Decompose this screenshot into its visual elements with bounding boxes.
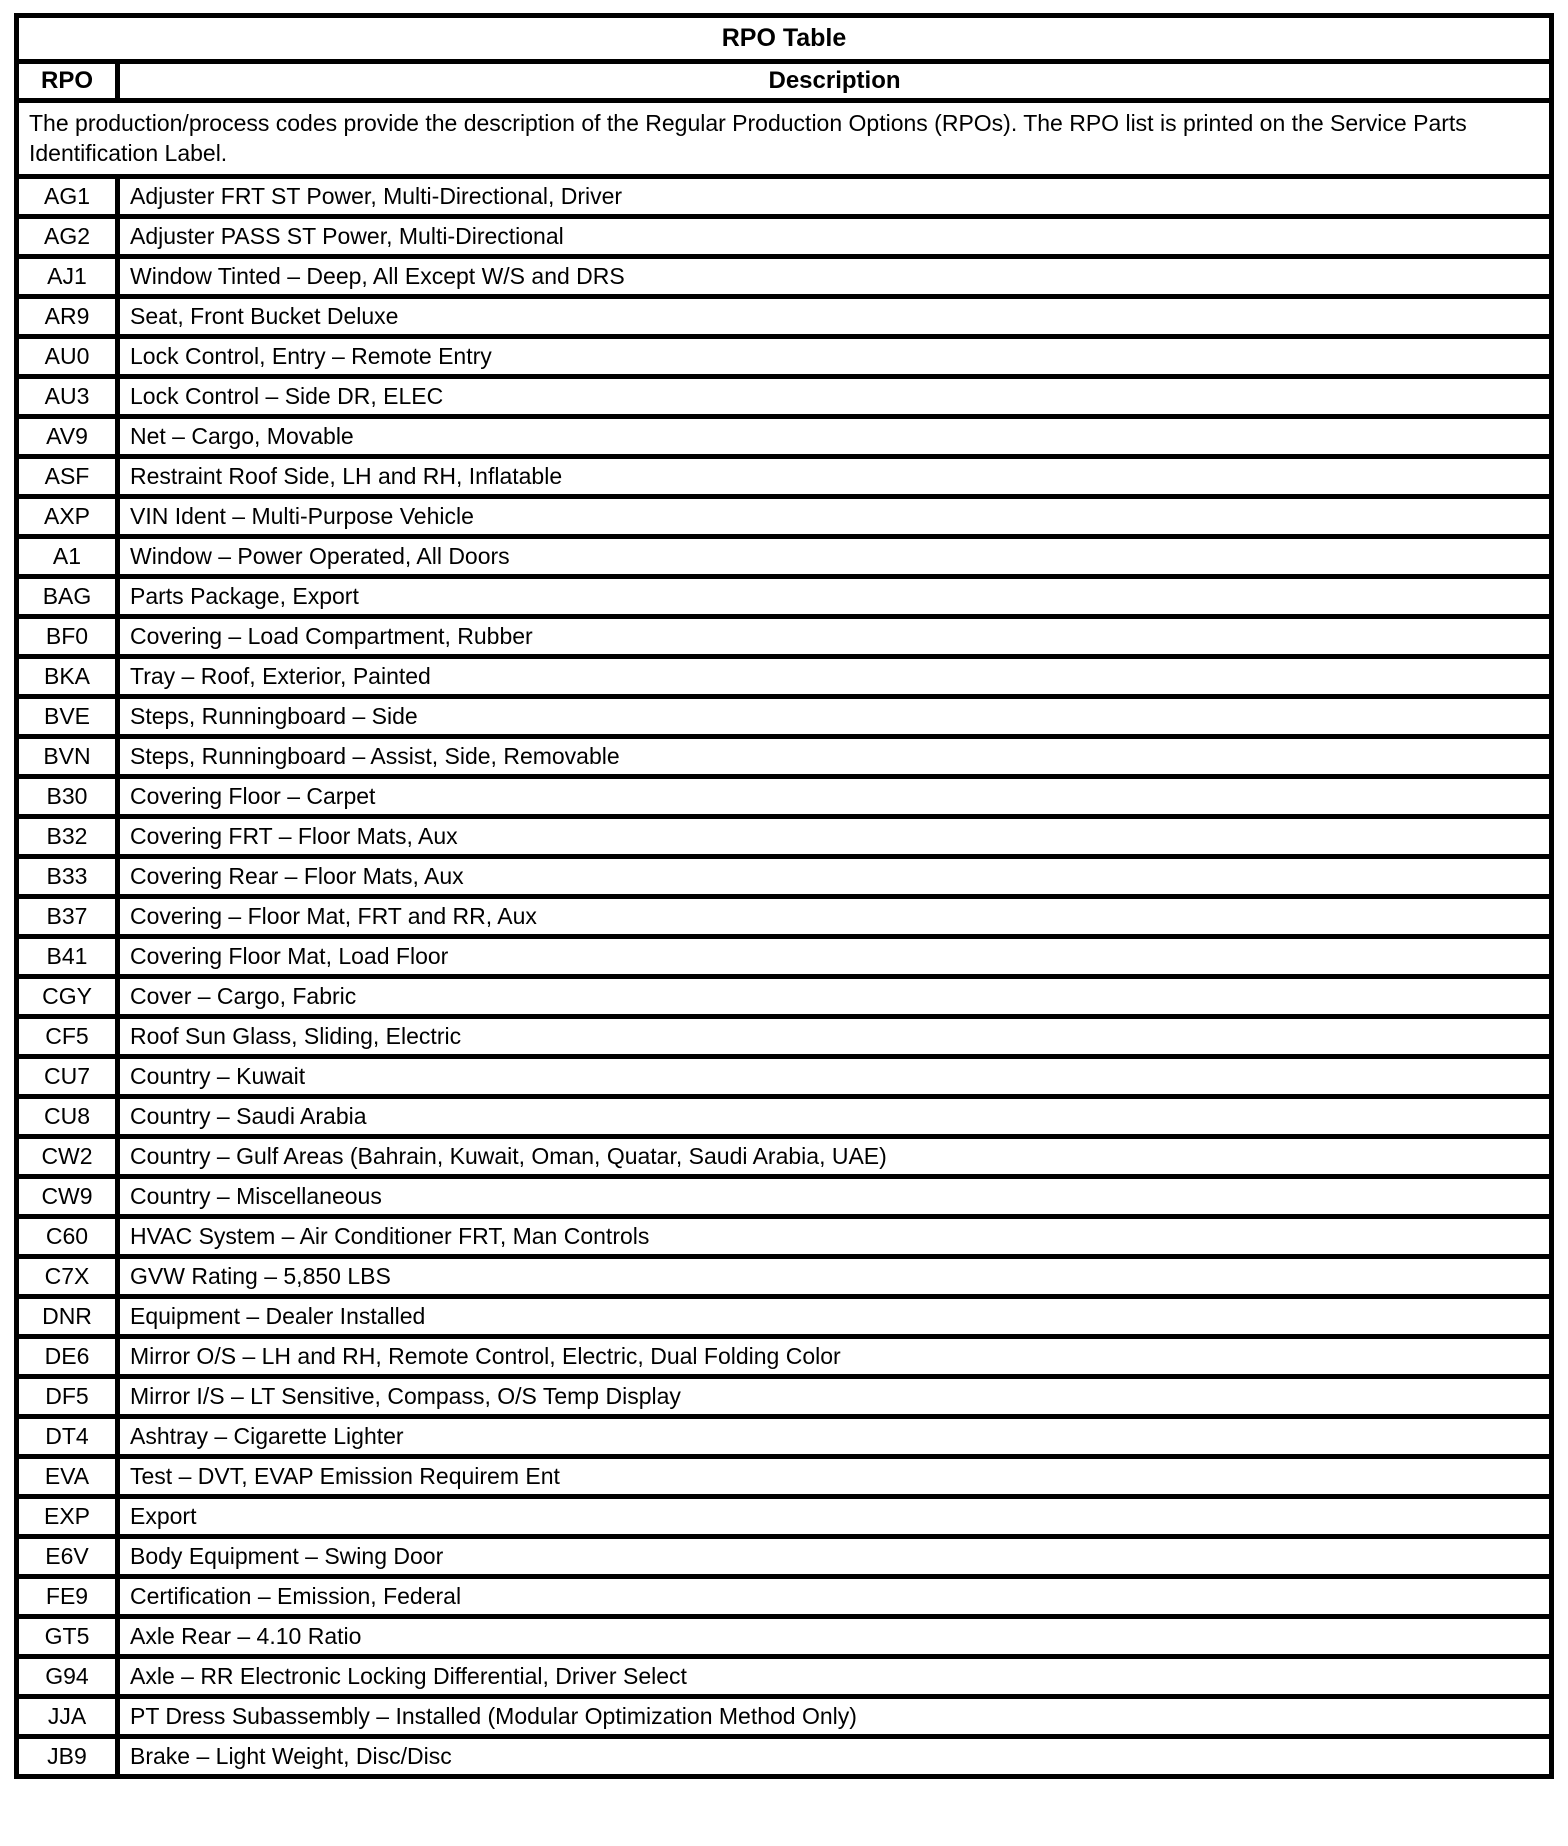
table-row — [17, 1016, 1552, 1056]
rpo-description: Certification – Emission, Federal — [118, 1576, 1552, 1616]
rpo-description: Restraint Roof Side, LH and RH, Inflatable — [118, 456, 1552, 496]
table-row — [17, 776, 1552, 816]
table-row — [17, 576, 1552, 616]
rpo-description: Net – Cargo, Movable — [118, 416, 1552, 456]
table-row — [17, 616, 1552, 656]
table-row — [17, 736, 1552, 776]
rpo-table — [14, 13, 1554, 1779]
column-header-description: Description — [118, 62, 1552, 101]
rpo-description: Mirror O/S – LH and RH, Remote Control, Electric, Dual Folding Color — [118, 1336, 1552, 1376]
rpo-code: B30 — [17, 776, 118, 816]
table-row — [17, 216, 1552, 256]
table-row — [17, 976, 1552, 1016]
rpo-code: AXP — [17, 496, 118, 536]
rpo-description: Roof Sun Glass, Sliding, Electric — [118, 1016, 1552, 1056]
rpo-description: Window Tinted – Deep, All Except W/S and DRS — [118, 256, 1552, 296]
table-row — [17, 1376, 1552, 1416]
table-row — [17, 1296, 1552, 1336]
rpo-code: CU8 — [17, 1096, 118, 1136]
table-row — [17, 456, 1552, 496]
table-row — [17, 1416, 1552, 1456]
rpo-code: DF5 — [17, 1376, 118, 1416]
table-head — [17, 16, 1552, 177]
rpo-code: B41 — [17, 936, 118, 976]
rpo-description: VIN Ident – Multi-Purpose Vehicle — [118, 496, 1552, 536]
rpo-description: Steps, Runningboard – Assist, Side, Removable — [118, 736, 1552, 776]
rpo-description: Lock Control, Entry – Remote Entry — [118, 336, 1552, 376]
rpo-description: Ashtray – Cigarette Lighter — [118, 1416, 1552, 1456]
rpo-code: ASF — [17, 456, 118, 496]
rpo-code: C60 — [17, 1216, 118, 1256]
table-row — [17, 816, 1552, 856]
table-row — [17, 936, 1552, 976]
table-row — [17, 856, 1552, 896]
table-row — [17, 496, 1552, 536]
table-row — [17, 1576, 1552, 1616]
table-note-row — [17, 101, 1552, 177]
rpo-description: Covering Floor Mat, Load Floor — [118, 936, 1552, 976]
table-row — [17, 1096, 1552, 1136]
rpo-description: Equipment – Dealer Installed — [118, 1296, 1552, 1336]
rpo-code: AR9 — [17, 296, 118, 336]
table-row — [17, 176, 1552, 216]
rpo-description: HVAC System – Air Conditioner FRT, Man Controls — [118, 1216, 1552, 1256]
table-row — [17, 416, 1552, 456]
table-row — [17, 1336, 1552, 1376]
table-row — [17, 1136, 1552, 1176]
rpo-code: AV9 — [17, 416, 118, 456]
rpo-description: Parts Package, Export — [118, 576, 1552, 616]
rpo-description: Export — [118, 1496, 1552, 1536]
rpo-code: CF5 — [17, 1016, 118, 1056]
rpo-code: AJ1 — [17, 256, 118, 296]
table-row — [17, 1536, 1552, 1576]
rpo-description: Covering – Floor Mat, FRT and RR, Aux — [118, 896, 1552, 936]
rpo-code: AU0 — [17, 336, 118, 376]
rpo-code: JB9 — [17, 1736, 118, 1776]
rpo-description: Country – Saudi Arabia — [118, 1096, 1552, 1136]
rpo-code: DT4 — [17, 1416, 118, 1456]
table-note: The production/process codes provide the description of the Regular Production Options (RPOs). The RPO list is printed on the Service Parts Identification Label. — [17, 101, 1552, 177]
rpo-description: Axle Rear – 4.10 Ratio — [118, 1616, 1552, 1656]
rpo-code: AG2 — [17, 216, 118, 256]
rpo-code: EVA — [17, 1456, 118, 1496]
table-title-row — [17, 16, 1552, 62]
table-row — [17, 1496, 1552, 1536]
table-row — [17, 1456, 1552, 1496]
rpo-description: Test – DVT, EVAP Emission Requirem Ent — [118, 1456, 1552, 1496]
table-row — [17, 696, 1552, 736]
rpo-description: Covering Floor – Carpet — [118, 776, 1552, 816]
rpo-description: Body Equipment – Swing Door — [118, 1536, 1552, 1576]
rpo-description: Covering FRT – Floor Mats, Aux — [118, 816, 1552, 856]
rpo-code: B33 — [17, 856, 118, 896]
table-row — [17, 256, 1552, 296]
rpo-description: GVW Rating – 5,850 LBS — [118, 1256, 1552, 1296]
rpo-code: C7X — [17, 1256, 118, 1296]
rpo-description: Mirror I/S – LT Sensitive, Compass, O/S Temp Display — [118, 1376, 1552, 1416]
rpo-description: Country – Gulf Areas (Bahrain, Kuwait, Oman, Quatar, Saudi Arabia, UAE) — [118, 1136, 1552, 1176]
table-row — [17, 656, 1552, 696]
column-header-rpo: RPO — [17, 62, 118, 101]
table-row — [17, 896, 1552, 936]
table-row — [17, 1216, 1552, 1256]
rpo-description: Tray – Roof, Exterior, Painted — [118, 656, 1552, 696]
rpo-code: JJA — [17, 1696, 118, 1736]
rpo-code: BKA — [17, 656, 118, 696]
table-title: RPO Table — [17, 16, 1552, 62]
rpo-description: Axle – RR Electronic Locking Differential, Driver Select — [118, 1656, 1552, 1696]
rpo-description: Seat, Front Bucket Deluxe — [118, 296, 1552, 336]
rpo-description: Covering Rear – Floor Mats, Aux — [118, 856, 1552, 896]
rpo-description: Lock Control – Side DR, ELEC — [118, 376, 1552, 416]
rpo-code: CW9 — [17, 1176, 118, 1216]
rpo-code: E6V — [17, 1536, 118, 1576]
rpo-code: BAG — [17, 576, 118, 616]
table-row — [17, 1696, 1552, 1736]
rpo-code: BF0 — [17, 616, 118, 656]
rpo-description: PT Dress Subassembly – Installed (Modular Optimization Method Only) — [118, 1696, 1552, 1736]
table-row — [17, 1736, 1552, 1776]
rpo-description: Country – Kuwait — [118, 1056, 1552, 1096]
table-row — [17, 376, 1552, 416]
rpo-description: Brake – Light Weight, Disc/Disc — [118, 1736, 1552, 1776]
rpo-code: GT5 — [17, 1616, 118, 1656]
table-row — [17, 536, 1552, 576]
rpo-code: CW2 — [17, 1136, 118, 1176]
rpo-code: G94 — [17, 1656, 118, 1696]
rpo-description: Adjuster PASS ST Power, Multi-Directional — [118, 216, 1552, 256]
rpo-description: Window – Power Operated, All Doors — [118, 536, 1552, 576]
rpo-code: EXP — [17, 1496, 118, 1536]
table-row — [17, 1056, 1552, 1096]
rpo-code: AU3 — [17, 376, 118, 416]
table-row — [17, 1256, 1552, 1296]
rpo-code: B32 — [17, 816, 118, 856]
rpo-code: A1 — [17, 536, 118, 576]
table-row — [17, 1176, 1552, 1216]
rpo-code: CGY — [17, 976, 118, 1016]
rpo-code: BVE — [17, 696, 118, 736]
rpo-code: DNR — [17, 1296, 118, 1336]
rpo-code: AG1 — [17, 176, 118, 216]
table-row — [17, 336, 1552, 376]
rpo-description: Adjuster FRT ST Power, Multi-Directional, Driver — [118, 176, 1552, 216]
table-header-row — [17, 62, 1552, 101]
rpo-code: FE9 — [17, 1576, 118, 1616]
table-body — [17, 176, 1552, 1776]
rpo-description: Cover – Cargo, Fabric — [118, 976, 1552, 1016]
rpo-code: CU7 — [17, 1056, 118, 1096]
table-row — [17, 296, 1552, 336]
rpo-code: B37 — [17, 896, 118, 936]
rpo-code: DE6 — [17, 1336, 118, 1376]
rpo-description: Covering – Load Compartment, Rubber — [118, 616, 1552, 656]
table-row — [17, 1656, 1552, 1696]
table-row — [17, 1616, 1552, 1656]
rpo-description: Steps, Runningboard – Side — [118, 696, 1552, 736]
rpo-description: Country – Miscellaneous — [118, 1176, 1552, 1216]
rpo-code: BVN — [17, 736, 118, 776]
